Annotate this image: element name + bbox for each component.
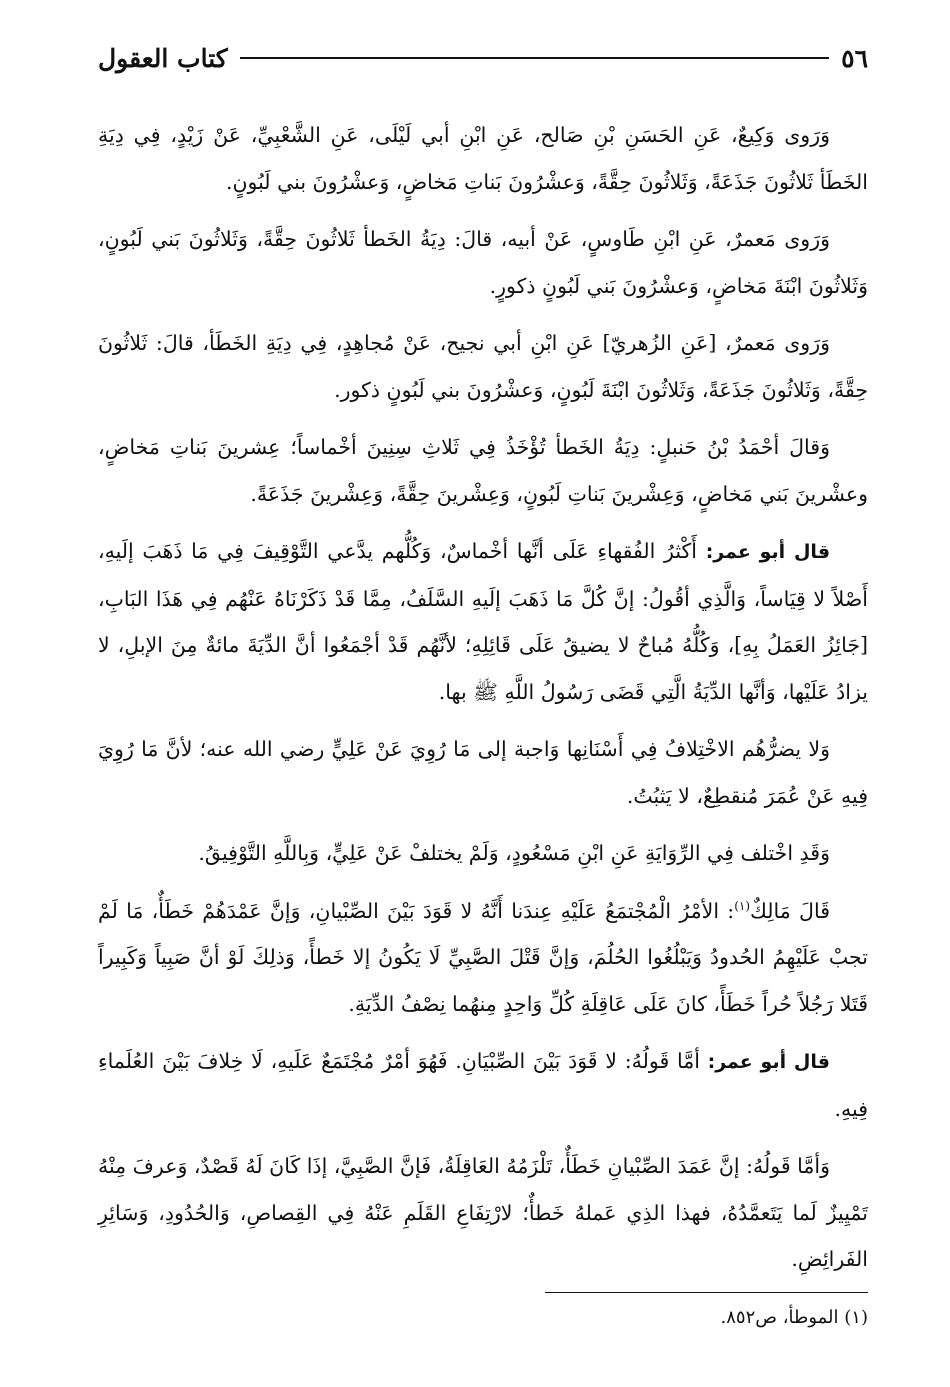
header-rule xyxy=(240,57,829,59)
paragraph xyxy=(98,216,868,309)
main-text xyxy=(98,112,868,1294)
paragraph-text: وَلا يضرُّهُم الاخْتِلافُ فِي أَسْنَانِها وَاجبة إلى مَا رُوِيَ عَنْ عَلِيٍّ رضي الله عنه؛ لأنَّ مَا رُوِيَ فِيهِ عَنْ عُمَرَ مُنقطِعٌ، لا يَثبُتُ. xyxy=(98,737,868,808)
footnote: (١) الموطأ، ص٨٥٢. xyxy=(720,1307,868,1328)
page-number: ٥٦ xyxy=(841,43,868,73)
footnote-marker: (١) xyxy=(734,898,751,913)
paragraph xyxy=(98,830,868,877)
paragraph xyxy=(98,726,868,819)
paragraph xyxy=(98,424,868,517)
paragraph-text: قَالَ مَالِكٌ xyxy=(750,898,830,923)
paragraph xyxy=(98,888,868,1028)
speaker-label: قال أبو عمر: xyxy=(705,541,831,563)
paragraph xyxy=(98,528,868,715)
paragraph-text: وَرَوى مَعمرٌ، عَنِ ابْنِ طَاوسٍ، عَنْ أبيه، قالَ: دِيَةُ الخَطأ ثَلاثُونَ حِقَّةً، وَثَلاثُونَ بَني لَبُونٍ، وَثَلاثُونَ ابْنَةَ مَخاضٍ، وَعشْرُونَ بَني لَبُونٍ ذكورٍ. xyxy=(98,227,868,298)
paragraph-text: : الأمْرُ الْمُجْتمَعُ عَلَيْهِ عِندَنا أَنَّهُ لا قَوَدَ بَيْنَ الصِّبْيانِ، وَإنَّ عَمْدَهُمْ خَطَأٌ، مَا لَمْ تجبْ عَلَيْهِمُ الحُدودُ وَيَبْلُغُوا الحُلُمَ، وَإنَّ قَتْلَ الصَّبِيِّ لَا يَكُونُ إلا خَطأً، وَذلِكَ لَوْ أنَّ صَبِياً وَكَبِيراً قَتَلا رَجُلاً حُراً خَطَأً، كانَ عَلَى عَاقِلَةِ كُلِّ وَاحِدٍ مِنهُما نِصْفُ الدِّيَةِ. xyxy=(98,898,868,1016)
book-title: كتاب العقول xyxy=(98,43,228,73)
paragraph-text: أمَّا قَولُهُ: لا قَوَدَ بَيْنَ الصِّبْيَانِ. فَهُوَ أمْرٌ مُجْتَمَعٌ عَلَيهِ، لَا خِلافَ بَيْنَ العُلَماءِ فِيهِ. xyxy=(98,1049,868,1121)
paragraph-text: وَرَوى مَعمرٌ، [عَنِ الزُهريّ] عَنِ ابْنِ أبي نجيح، عَنْ مُجاهِدٍ، فِي دِيَةِ الخَطَأ، قالَ: ثَلاثُونَ حِقَّةً، وَثَلاثُونَ جَذَعَةً، وَثَلاثُونَ ابْنَةَ لَبُونٍ، وَعشْرُونَ بني لَبُونٍ ذكور. xyxy=(98,331,868,402)
running-header xyxy=(98,38,868,78)
paragraph xyxy=(98,1143,868,1283)
speaker-label: قال أبو عمر: xyxy=(707,1051,830,1073)
paragraph-text: وَرَوى وَكِيعٌ، عَنِ الحَسَنِ بْنِ صَالح، عَنِ ابْنِ أبي لَيْلَى، عَنِ الشَّعْبِيِّ، عَنْ زَيْدٍ، فِي دِيَةِ الخَطَأ ثَلاثُونَ جَذَعَةً، وَثَلاثُونَ حِقَّةً، وَعشْرُونَ بَناتِ مَخاضٍ، وَعشْرُونَ بني لَبُونٍ. xyxy=(98,123,868,194)
paragraph xyxy=(98,112,868,205)
paragraph-text: وَقَدِ اخْتلف فِي الرِّوَايَةِ عَنِ ابْنِ مَسْعُودٍ، وَلَمْ يختلفْ عَنْ عَلِيٍّ، وَبِاللَّهِ التَّوْفِيقُ. xyxy=(198,841,830,865)
paragraph xyxy=(98,320,868,413)
footnote-separator xyxy=(545,1292,868,1293)
paragraph-text: وَأمَّا قَولُهُ: إنَّ عَمَدَ الصِّبْيانِ خَطَأٌ، تَلْزَمُهُ العَاقِلَةُ، فَإنَّ الصَّبِيَّ، إذَا كَانَ لَهُ قَصْدٌ، وَعرفَ مِنْهُ تَمْيِيزٌ لَما يَتَعمَّدُهُ، فهذا الذِي عَملهُ خَطأٌ؛ لارْتِفَاعِ القَلَمِ عَنْهُ فِي القِصاصِ، وَالحُدُودِ، وَسَائِرِ الفَرائِضِ. xyxy=(98,1154,868,1271)
paragraph-text: أَكْثرُ الفُقهاءِ عَلَى أنَّها أخْماسٌ، وَكُلُّهم يدَّعي التَّوْقِيفَ فِي مَا ذَهَبَ إلَيهِ، أَصْلاً لا قِيَاساً، وَالَّذِي أقُولُ: إنَّ كُلَّ مَا ذَهَبَ إلَيهِ السَّلَفُ، مِمَّا قَدْ ذَكَرْنَاهُ عَنْهُم فِي هَذَا البَابِ، [جَائِزُ العَمَلُ بِهِ]، وَكُلُّهُ مُباحٌ لا يضيقُ عَلَى قَائِلِهِ؛ لأنَّهُم قَدْ أجْمَعُوا أنَّ الدِّيَةَ مائةٌ مِنَ الإبلِ، لا يزادُ عَلَيْها، وَأنَّها الدِّيَةُ الَّتِي قَضَى رَسُولُ اللَّهِ ﷺ بها. xyxy=(98,539,868,704)
paragraph-text: وَقالَ أحْمَدُ بْنُ حَنبلٍ: دِيَةُ الخَطأ تُؤْخَذُ فِي ثَلاثِ سِنِينَ أخْماساً؛ عِشرينَ بَناتِ مَخاضٍ، وعشْرينَ بَني مَخاضٍ، وَعِشْرينَ بَناتِ لَبُونٍ، وَعِشْرينَ حِقَّةً، وَعِشْرينَ جَذَعَةً. xyxy=(98,435,868,506)
paragraph xyxy=(98,1038,868,1132)
